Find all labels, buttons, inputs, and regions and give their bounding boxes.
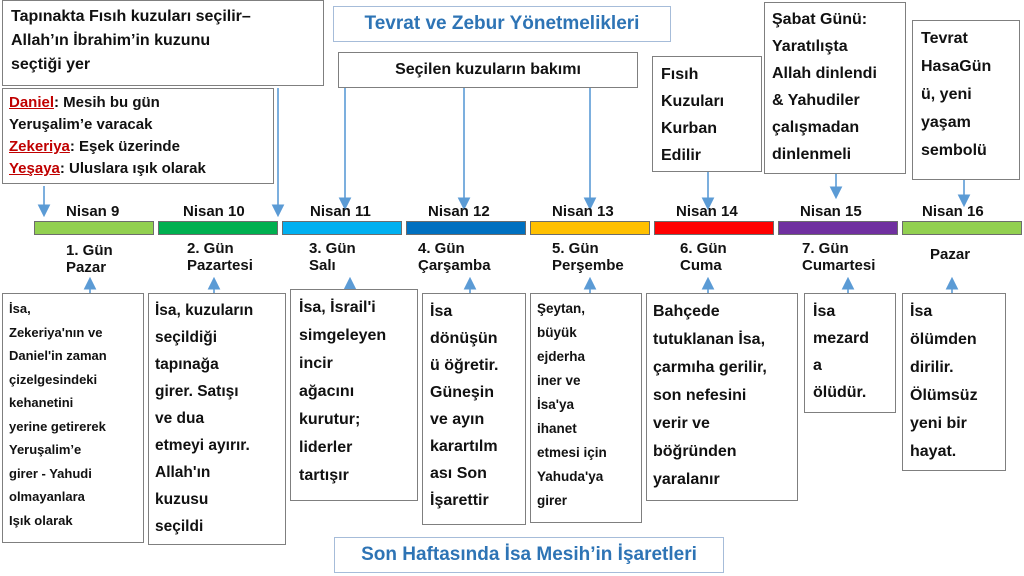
lamb-care-box: Seçilen kuzuların bakımı xyxy=(338,52,638,88)
new-life-box: Tevrat HasaGün ü, yeni yaşam sembolü xyxy=(912,20,1020,180)
timeline-bar-nisan-10 xyxy=(158,221,278,235)
temple-line-3: seçtiği yer xyxy=(11,56,91,73)
day-label-7: 7. Gün Cumartesi xyxy=(802,240,876,274)
nisan-label-9: Nisan 9 xyxy=(66,203,120,220)
day-label-6: 6. Gün Cuma xyxy=(680,240,727,274)
day-label-1: 1. Gün Pazar xyxy=(66,242,113,276)
description-box-nisan-11: İsa, İsrail'i simgeleyen incir ağacını kurutur; liderler tartışır xyxy=(290,289,418,501)
timeline-bar-nisan-11 xyxy=(282,221,402,235)
prophecy-zekeriya: Zekeriya: Eşek üzerinde xyxy=(9,138,180,155)
prophecy-daniel: Daniel: Mesih bu gün xyxy=(9,94,160,111)
day-label-3: 3. Gün Salı xyxy=(309,240,356,274)
prophecies-box xyxy=(2,88,274,184)
timeline-bar-nisan-12 xyxy=(406,221,526,235)
temple-line-1: Tapınakta Fısıh kuzuları seçilir– xyxy=(11,8,251,25)
title-bottom: Son Haftasında İsa Mesih’in İşaretleri xyxy=(334,537,724,573)
description-box-nisan-14: Bahçede tutuklanan İsa, çarmıha gerilir, son nefesini verir ve böğründen yaralanır xyxy=(646,293,798,501)
timeline-bar-nisan-16 xyxy=(902,221,1022,235)
sabbath-box: Şabat Günü: Yaratılışta Allah dinlendi & Yahudiler çalışmadan dinlenmeli xyxy=(764,2,906,174)
timeline-bar-nisan-13 xyxy=(530,221,650,235)
nisan-label-13: Nisan 13 xyxy=(552,203,614,220)
description-box-nisan-15: İsa mezard a ölüdür. xyxy=(804,293,896,413)
timeline-bar-nisan-9 xyxy=(34,221,154,235)
timeline-bar-nisan-14 xyxy=(654,221,774,235)
prophecy-yesaya: Yeşaya: Uluslara ışık olarak xyxy=(9,160,206,177)
day-label-2: 2. Gün Pazartesi xyxy=(187,240,253,274)
nisan-label-15: Nisan 15 xyxy=(800,203,862,220)
description-box-nisan-12: İsa dönüşün ü öğretir. Güneşin ve ayın karartılm ası Son İşarettir xyxy=(422,293,526,525)
description-box-nisan-13: Şeytan, büyük ejderha iner ve İsa'ya ihanet etmesi için Yahuda'ya girer xyxy=(530,293,642,523)
title-top: Tevrat ve Zebur Yönetmelikleri xyxy=(333,6,671,42)
temple-line-2: Allah’ın İbrahim’in kuzunu xyxy=(11,32,211,49)
nisan-label-16: Nisan 16 xyxy=(922,203,984,220)
description-box-nisan-10: İsa, kuzuların seçildiği tapınağa girer. Satışı ve dua etmeyi ayırır. Allah'ın kuzusu seçildi xyxy=(148,293,286,545)
day-label-5: 5. Gün Perşembe xyxy=(552,240,624,274)
nisan-label-12: Nisan 12 xyxy=(428,203,490,220)
day-label-8: Pazar xyxy=(930,246,971,263)
nisan-label-14: Nisan 14 xyxy=(676,203,738,220)
timeline-bar-nisan-15 xyxy=(778,221,898,235)
nisan-label-10: Nisan 10 xyxy=(183,203,245,220)
passover-sacrifice-box: Fısıh Kuzuları Kurban Edilir xyxy=(652,56,762,172)
temple-selection-box xyxy=(2,0,324,86)
description-box-nisan-9: İsa, Zekeriya'nın ve Daniel'in zaman çizelgesindeki kehanetini yerine getirerek Yeruşalim’e girer - Yahudi olmayanlara Işık olarak xyxy=(2,293,144,543)
nisan-label-11: Nisan 11 xyxy=(310,203,371,220)
prophecy-daniel-cont: Yeruşalim’e varacak xyxy=(9,116,153,133)
description-box-nisan-16: İsa ölümden dirilir. Ölümsüz yeni bir hayat. xyxy=(902,293,1006,471)
day-label-4: 4. Gün Çarşamba xyxy=(418,240,491,274)
